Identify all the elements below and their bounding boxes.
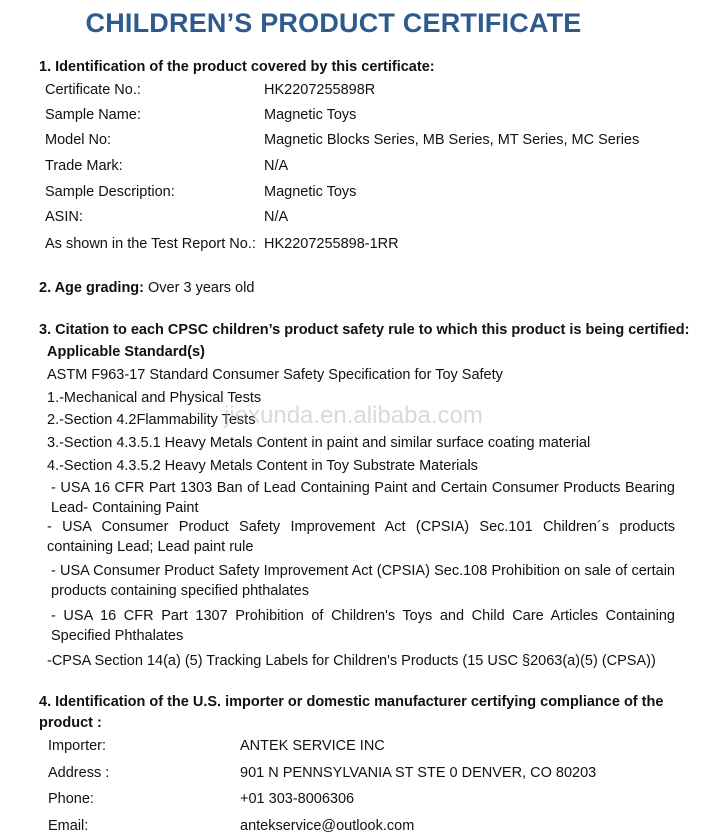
trade-mark-label: Trade Mark: [45, 158, 123, 174]
standard-line: ASTM F963-17 Standard Consumer Safety Specification for Toy Safety [47, 367, 503, 383]
sample-name-value: Magnetic Toys [264, 107, 357, 123]
regulation-paragraph: - USA Consumer Product Safety Improvement Act (CPSIA) Sec.101 Children´s products containing Lead; Lead paint rule [47, 519, 675, 555]
page-title: CHILDREN’S PRODUCT CERTIFICATE [85, 8, 582, 38]
address-label: Address : [48, 765, 110, 781]
address-value: 901 N PENNSYLVANIA ST STE 0 DENVER, CO 80203 [240, 765, 597, 781]
test-report-label: As shown in the Test Report No.: [45, 236, 256, 252]
section3-heading: 3. Citation to each CPSC children’s product safety rule to which this product is being certified: [39, 322, 690, 338]
cpsa-line: -CPSA Section 14(a) (5) Tracking Labels for Children's Products (15 USC §2063(a)(5) (CPSA)) [47, 653, 656, 669]
regulation-paragraph: - USA Consumer Product Safety Improvement Act (CPSIA) Sec.108 Prohibition on sale of certain products containing specified phthalates [51, 563, 675, 599]
section2-heading: 2. Age grading: [39, 280, 144, 296]
section4-heading-cont: product : [39, 715, 102, 731]
standard-line: 1.-Mechanical and Physical Tests [47, 390, 262, 406]
standard-line: 4.-Section 4.3.5.2 Heavy Metals Content in Toy Substrate Materials [47, 458, 478, 474]
sample-description-label: Sample Description: [45, 184, 175, 200]
section4-heading: 4. Identification of the U.S. importer or domestic manufacturer certifying compliance of the [39, 694, 664, 710]
model-no-value: Magnetic Blocks Series, MB Series, MT Series, MC Series [264, 132, 640, 148]
watermark: jiexunda.en.alibaba.com [224, 402, 483, 429]
certificate-no-label: Certificate No.: [45, 82, 141, 98]
sample-description-value: Magnetic Toys [264, 184, 357, 200]
standard-line: 3.-Section 4.3.5.1 Heavy Metals Content in paint and similar surface coating material [47, 435, 591, 451]
asin-value: N/A [264, 209, 289, 225]
importer-label: Importer: [48, 738, 107, 754]
email-label: Email: [48, 818, 89, 834]
trade-mark-value: N/A [264, 158, 289, 174]
age-grading [39, 280, 254, 296]
importer-value: ANTEK SERVICE INC [240, 738, 385, 754]
age-grading-value: Over 3 years old [144, 280, 255, 296]
asin-label: ASIN: [45, 209, 83, 225]
section1-heading: 1. Identification of the product covered by this certificate: [39, 59, 435, 75]
regulation-paragraph: - USA 16 CFR Part 1303 Ban of Lead Containing Paint and Certain Consumer Products Bearing Lead- Containing Paint [51, 480, 675, 516]
certificate-no-value: HK2207255898R [264, 82, 376, 98]
email-value: antekservice@outlook.com [240, 818, 415, 834]
test-report-value: HK2207255898-1RR [264, 236, 399, 252]
model-no-label: Model No: [45, 132, 112, 148]
phone-label: Phone: [48, 791, 94, 807]
regulation-paragraph: - USA 16 CFR Part 1307 Prohibition of Children's Toys and Child Care Articles Containing Specified Phthalates [51, 608, 675, 644]
standard-line: 2.-Section 4.2Flammability Tests [47, 412, 256, 428]
phone-value: +01 303-8006306 [240, 791, 355, 807]
applicable-standards-heading: Applicable Standard(s) [47, 344, 205, 360]
sample-name-label: Sample Name: [45, 107, 141, 123]
